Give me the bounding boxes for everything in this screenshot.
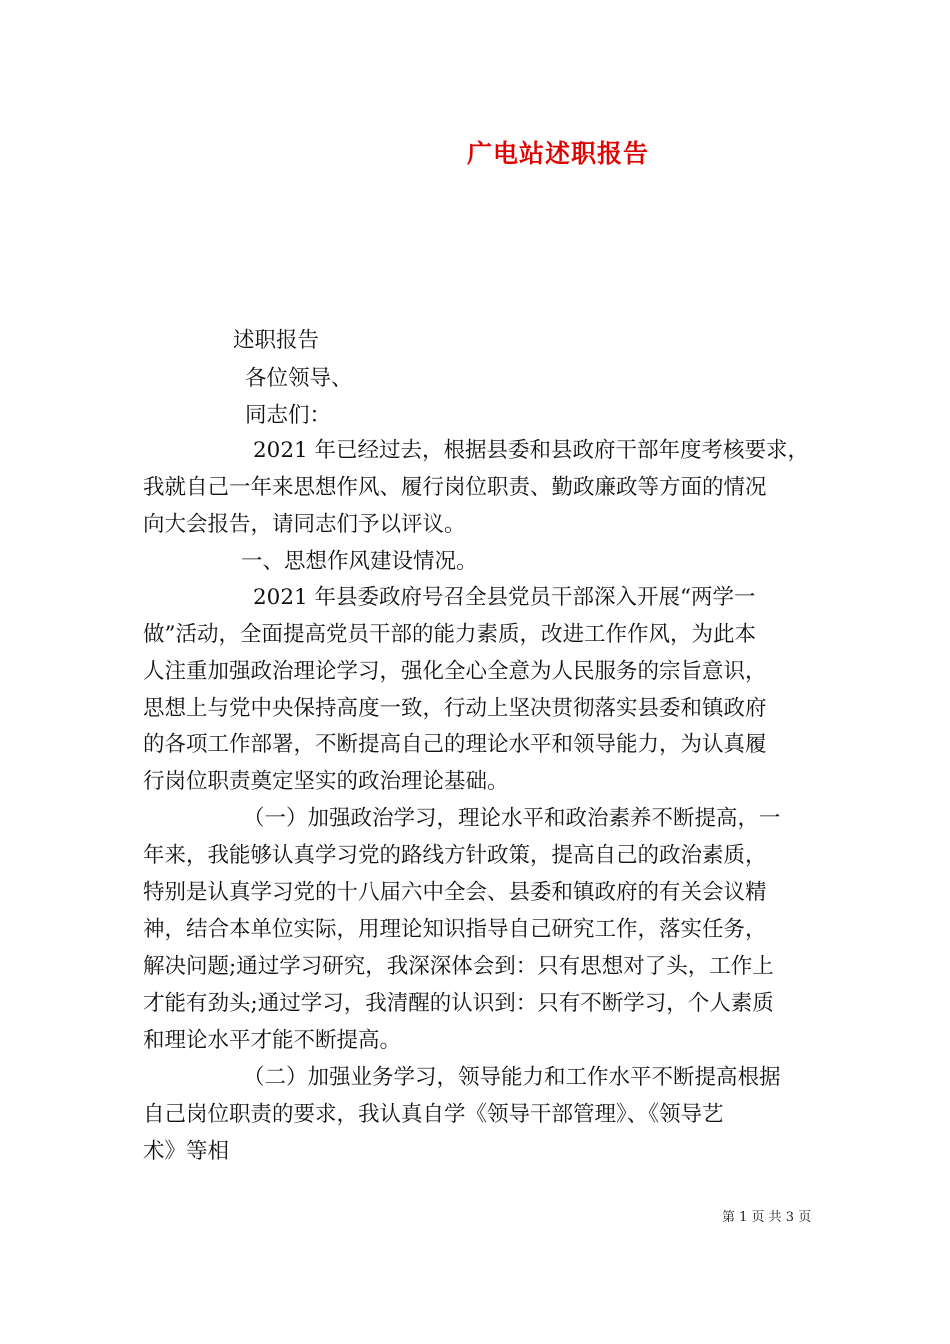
body-line: 同志们： [245, 403, 332, 428]
body-line: 自己岗位职责的要求，我认真自学《领导干部管理》、《领导艺 [143, 1102, 724, 1127]
body-line: 我就自己一年来思想作风、履行岗位职责、勤政廉政等方面的情况 [143, 475, 767, 500]
body-line: 2021 年已经过去，根据县委和县政府干部年度考核要求， [253, 438, 810, 463]
body-line: 述职报告 [233, 328, 320, 353]
body-line: 2021 年县委政府号召全县党员干部深入开展“两学一 [253, 585, 756, 610]
body-line: 特别是认真学习党的十八届六中全会、县委和镇政府的有关会议精 [143, 880, 767, 905]
page-number: 第 1 页 共 3 页 [722, 1210, 812, 1225]
body-line: 向大会报告，请同志们予以评议。 [143, 512, 466, 537]
body-line: （二）加强业务学习，领导能力和工作水平不断提高根据 [243, 1065, 781, 1090]
body-line: 术》等相 [143, 1139, 230, 1164]
body-line: 各位领导、 [245, 366, 353, 391]
body-line: 思想上与党中央保持高度一致，行动上坚决贯彻落实县委和镇政府 [143, 696, 767, 721]
body-line: 的各项工作部署，不断提高自己的理论水平和领导能力，为认真履 [143, 732, 767, 757]
body-line: 年来，我能够认真学习党的路线方针政策，提高自己的政治素质， [143, 843, 767, 868]
body-line: 做”活动，全面提高党员干部的能力素质，改进工作作风，为此本 [143, 622, 756, 647]
body-line: 人注重加强政治理论学习，强化全心全意为人民服务的宗旨意识， [143, 659, 767, 684]
section-heading: 一、思想作风建设情况。 [241, 549, 478, 574]
body-line: 神，结合本单位实际，用理论知识指导自己研究工作，落实任务， [143, 917, 767, 942]
body-line: 行岗位职责奠定坚实的政治理论基础。 [143, 769, 509, 794]
document-title: 广电站述职报告 [466, 139, 649, 168]
body-line: 和理论水平才能不断提高。 [143, 1028, 402, 1053]
body-line: 才能有劲头;通过学习，我清醒的认识到：只有不断学习，个人素质 [143, 991, 774, 1016]
body-line: 解决问题;通过学习研究，我深深体会到：只有思想对了头，工作上 [143, 954, 774, 979]
body-line: （一）加强政治学习，理论水平和政治素养不断提高，一 [243, 806, 781, 831]
